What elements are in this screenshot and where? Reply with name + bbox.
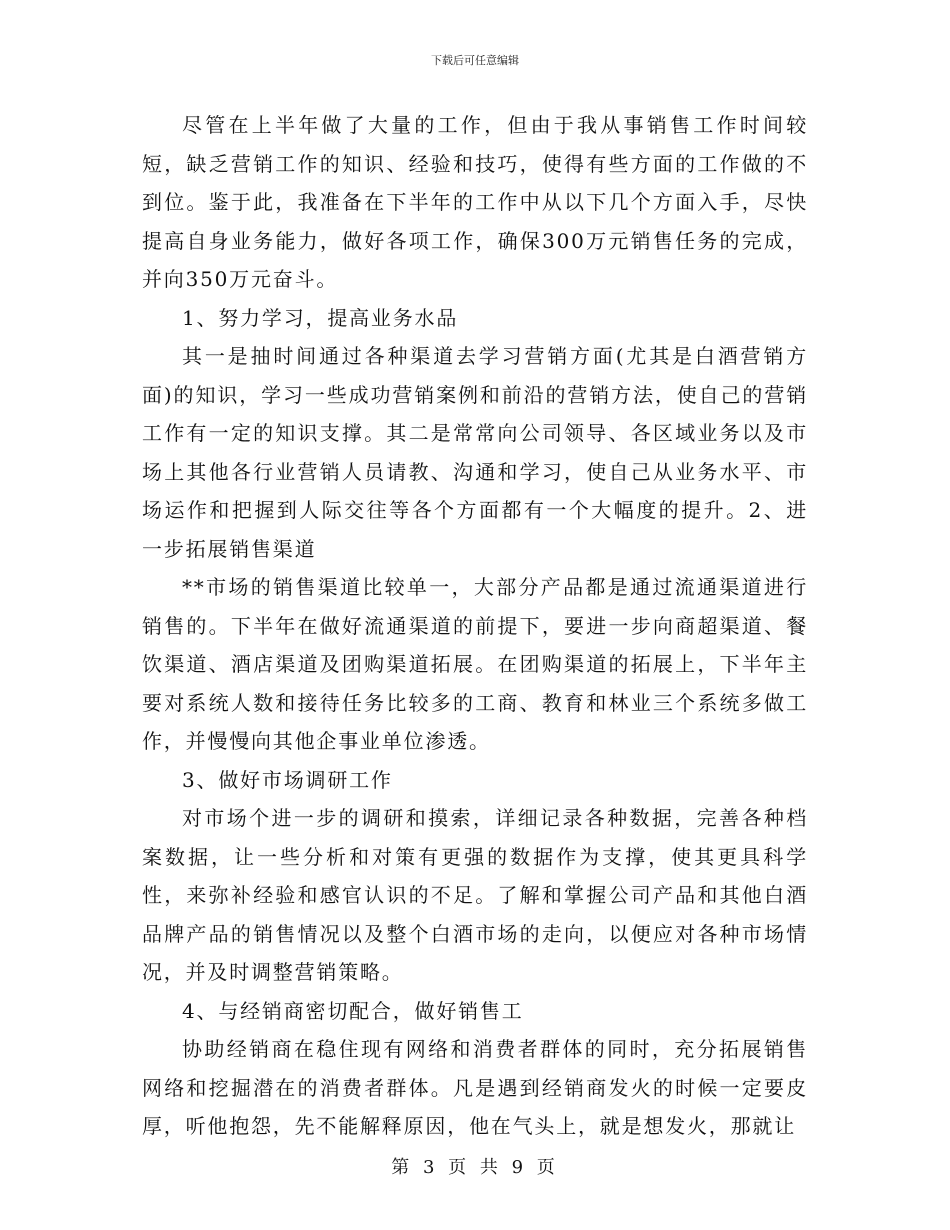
paragraph-channels: **市场的销售渠道比较单一，大部分产品都是通过流通渠道进行销售的。下半年在做好流通渠道的前提下，要进一步向商超渠道、餐饮渠道、酒店渠道及团购渠道拓展。在团购渠道的拓展上，下半年主要对系统人数和接待任务比较多的工商、教育和林业三个系统多做工作，并慢慢向其他企事业单位渗透。 xyxy=(142,575,808,753)
heading-research: 3、做好市场调研工作 xyxy=(182,767,393,792)
paragraph-distributor: 协助经销商在稳住现有网络和消费者群体的同时，充分拓展销售网络和挖掘潜在的消费者群体。凡是遇到经销商发火的时候一定要皮厚，听他抱怨，先不能解释原因，他在气头上，就是想发火，那就让 xyxy=(142,1037,808,1138)
paragraph-research: 对市场个进一步的调研和摸索，详细记录各种数据，完善各种档案数据，让一些分析和对策有更强的数据作为支撑，使其更具科学性，来弥补经验和感官认识的不足。了解和掌握公司产品和其他白酒品牌产品的销售情况以及整个白酒市场的走向，以便应对各种市场情况，并及时调整营销策略。 xyxy=(142,806,808,984)
page-number: 第 3 页 共 9 页 xyxy=(391,1157,559,1178)
heading-study: 1、努力学习，提高业务水品 xyxy=(182,305,459,330)
document-body xyxy=(142,106,808,1146)
heading-distributor: 4、与经销商密切配合，做好销售工 xyxy=(182,998,524,1023)
page-header: 下载后可任意编辑 xyxy=(431,54,519,67)
paragraph-study: 其一是抽时间通过各种渠道去学习营销方面(尤其是白酒营销方面)的知识，学习一些成功营销案例和前沿的营销方法，使自己的营销工作有一定的知识支撑。其二是常常向公司领导、各区域业务以及市场上其他各行业营销人员请教、沟通和学习，使自己从业务水平、市场运作和把握到人际交往等各个方面都有一个大幅度的提升。2、进一步拓展销售渠道 xyxy=(142,344,808,561)
paragraph-intro: 尽管在上半年做了大量的工作，但由于我从事销售工作时间较短，缺乏营销工作的知识、经验和技巧，使得有些方面的工作做的不到位。鉴于此，我准备在下半年的工作中从以下几个方面入手，尽快提高自身业务能力，做好各项工作，确保300万元销售任务的完成，并向350万元奋斗。 xyxy=(142,113,808,291)
